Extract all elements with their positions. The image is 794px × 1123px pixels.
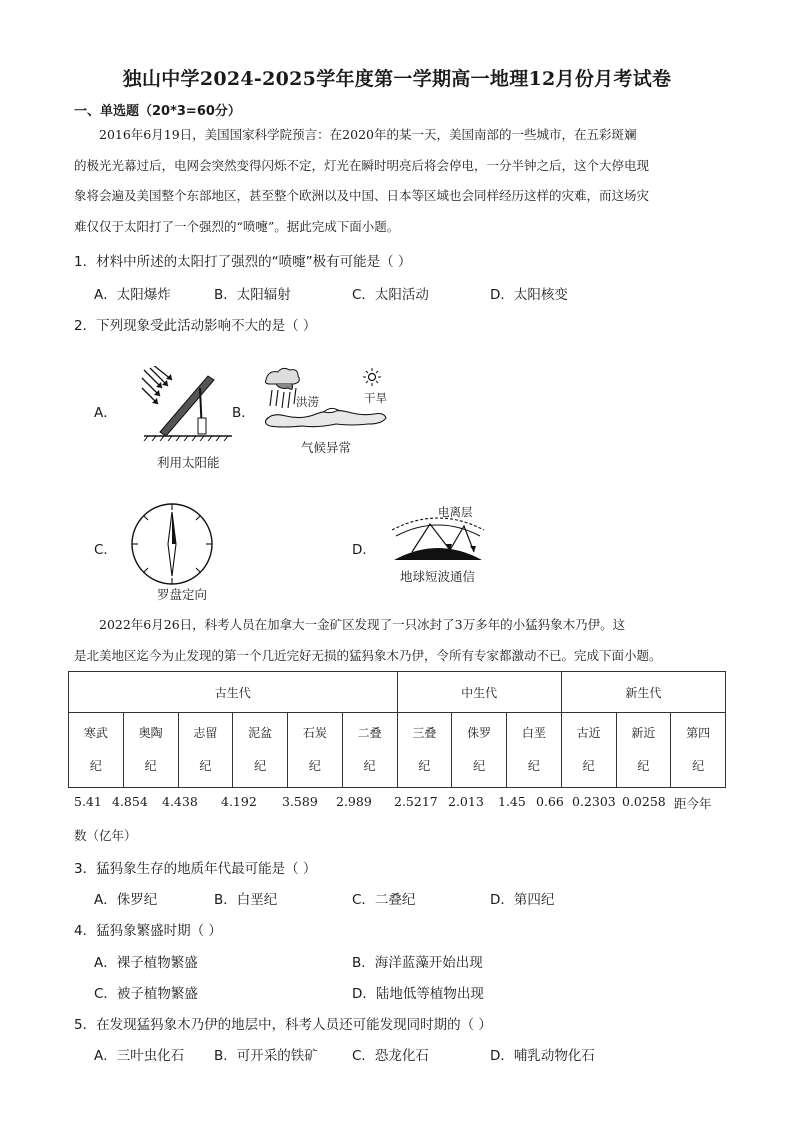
caption-compass: 罗盘定向 xyxy=(157,587,208,602)
section-heading: 一、单选题（20*3=60分） xyxy=(74,104,241,119)
age-value: 2.5217 xyxy=(394,794,438,809)
period-cell: 奥陶 纪 xyxy=(123,713,178,788)
q3-option-c[interactable]: C．二叠纪 xyxy=(352,892,416,908)
geologic-time-table xyxy=(68,671,726,788)
q2-option-d-letter[interactable]: D． xyxy=(352,542,376,558)
q3-option-a[interactable]: A．侏罗纪 xyxy=(94,892,158,908)
period-cell: 侏罗 纪 xyxy=(452,713,507,788)
q5-option-d[interactable]: D．哺乳动物化石 xyxy=(490,1048,595,1064)
material-line: 2016年6月19日，美国国家科学院预言：在2020年的某一天，美国南部的一些城市，在五彩斑斓 xyxy=(99,127,637,142)
era-cenozoic: 新生代 xyxy=(561,672,725,713)
q3-option-b[interactable]: B．白垩纪 xyxy=(214,892,278,908)
age-value: 4.854 xyxy=(112,794,148,809)
age-value: 5.41 xyxy=(74,794,102,809)
age-value: 0.0258 xyxy=(622,794,666,809)
age-value: 3.589 xyxy=(282,794,318,809)
period-cell: 石炭 纪 xyxy=(288,713,343,788)
material-line: 难仅仅于太阳打了一个强烈的“喷嚏”。据此完成下面小题。 xyxy=(74,218,400,234)
solar-panel-icon xyxy=(140,366,240,446)
q4-option-d[interactable]: D．陆地低等植物出现 xyxy=(352,986,484,1002)
q5-option-c[interactable]: C．恐龙化石 xyxy=(352,1048,429,1064)
q5-option-b[interactable]: B．可开采的铁矿 xyxy=(214,1048,318,1064)
period-cell: 志留 纪 xyxy=(178,713,233,788)
exam-title: 独山中学2024-2025学年度第一学期高一地理12月份月考试卷 xyxy=(122,68,672,90)
q3-option-d[interactable]: D．第四纪 xyxy=(490,892,555,908)
q1-option-a[interactable]: A．太阳爆炸 xyxy=(94,287,171,303)
q4-option-c[interactable]: C．被子植物繁盛 xyxy=(94,986,198,1002)
q2-option-c-letter[interactable]: C． xyxy=(94,542,117,558)
material-paragraph-1 xyxy=(74,120,722,242)
q4-option-b[interactable]: B．海洋蓝藻开始出现 xyxy=(352,955,483,971)
era-paleozoic: 古生代 xyxy=(69,672,398,713)
question-1-stem: 1．材料中所述的太阳打了强烈的“喷嚏”极有可能是（ ） xyxy=(74,254,412,270)
period-cell: 新近 纪 xyxy=(616,713,671,788)
period-cell: 白垩 纪 xyxy=(507,713,562,788)
age-value: 4.192 xyxy=(221,794,257,809)
material-paragraph-2 xyxy=(74,610,722,671)
shortwave-communication-icon xyxy=(388,512,488,568)
age-unit-line2: 数（亿年） xyxy=(74,828,137,843)
age-value: 0.66 xyxy=(536,794,564,809)
label-drought: 干旱 xyxy=(364,391,387,405)
era-mesozoic: 中生代 xyxy=(397,672,561,713)
material-line: 的极光光幕过后，电网会突然变得闪烁不定，灯光在瞬时明亮后将会停电，一分半钟之后，这个大停电现 xyxy=(74,157,650,173)
period-cell: 二叠 纪 xyxy=(342,713,397,788)
period-cell: 第四 纪 xyxy=(671,713,726,788)
question-5-stem: 5．在发现猛犸象木乃伊的地层中，科考人员还可能发现同时期的（ ） xyxy=(74,1017,492,1033)
question-2-stem: 2．下列现象受此活动影响不大的是（ ） xyxy=(74,318,317,334)
q2-option-a-letter[interactable]: A． xyxy=(94,405,117,421)
age-value: 4.438 xyxy=(162,794,198,809)
caption-solar-energy: 利用太阳能 xyxy=(157,455,220,470)
q1-option-b[interactable]: B．太阳辐射 xyxy=(214,287,291,303)
q1-option-c[interactable]: C．太阳活动 xyxy=(352,287,429,303)
q5-option-a[interactable]: A．三叶虫化石 xyxy=(94,1048,185,1064)
age-unit: 距今年 xyxy=(674,796,712,811)
caption-climate-anomaly: 气候异常 xyxy=(301,440,352,455)
q1-option-d[interactable]: D．太阳核变 xyxy=(490,287,568,303)
age-value: 2.989 xyxy=(336,794,372,809)
period-cell: 泥盆 纪 xyxy=(233,713,288,788)
age-value: 1.45 xyxy=(498,794,526,809)
material-line: 是北美地区迄今为止发现的第一个几近完好无损的猛犸象木乃伊，令所有专家都激动不已。完成下面小题。 xyxy=(74,647,662,663)
label-ionosphere: 电离层 xyxy=(438,505,473,519)
material-line: 2022年6月26日，科考人员在加拿大一金矿区发现了一只冰封了3万多年的小猛犸象木乃伊。这 xyxy=(99,617,626,632)
q4-option-a[interactable]: A．裸子植物繁盛 xyxy=(94,955,198,971)
period-cell: 古近 纪 xyxy=(561,713,616,788)
age-value: 0.2303 xyxy=(572,794,616,809)
question-4-stem: 4．猛犸象繁盛时期（ ） xyxy=(74,923,222,939)
label-flood: 洪涝 xyxy=(296,395,319,409)
period-cell: 寒武 纪 xyxy=(69,713,124,788)
caption-shortwave: 地球短波通信 xyxy=(400,569,476,584)
q2-option-b-letter[interactable]: B． xyxy=(232,405,255,421)
compass-icon xyxy=(128,500,216,588)
period-cell: 三叠 纪 xyxy=(397,713,452,788)
question-3-stem: 3．猛犸象生存的地质年代最可能是（ ） xyxy=(74,861,317,877)
age-value: 2.013 xyxy=(448,794,484,809)
material-line: 象将会遍及美国整个东部地区，甚至整个欧洲以及中国、日本等区域也会同样经历这样的灾难，而这场灾 xyxy=(74,188,650,203)
